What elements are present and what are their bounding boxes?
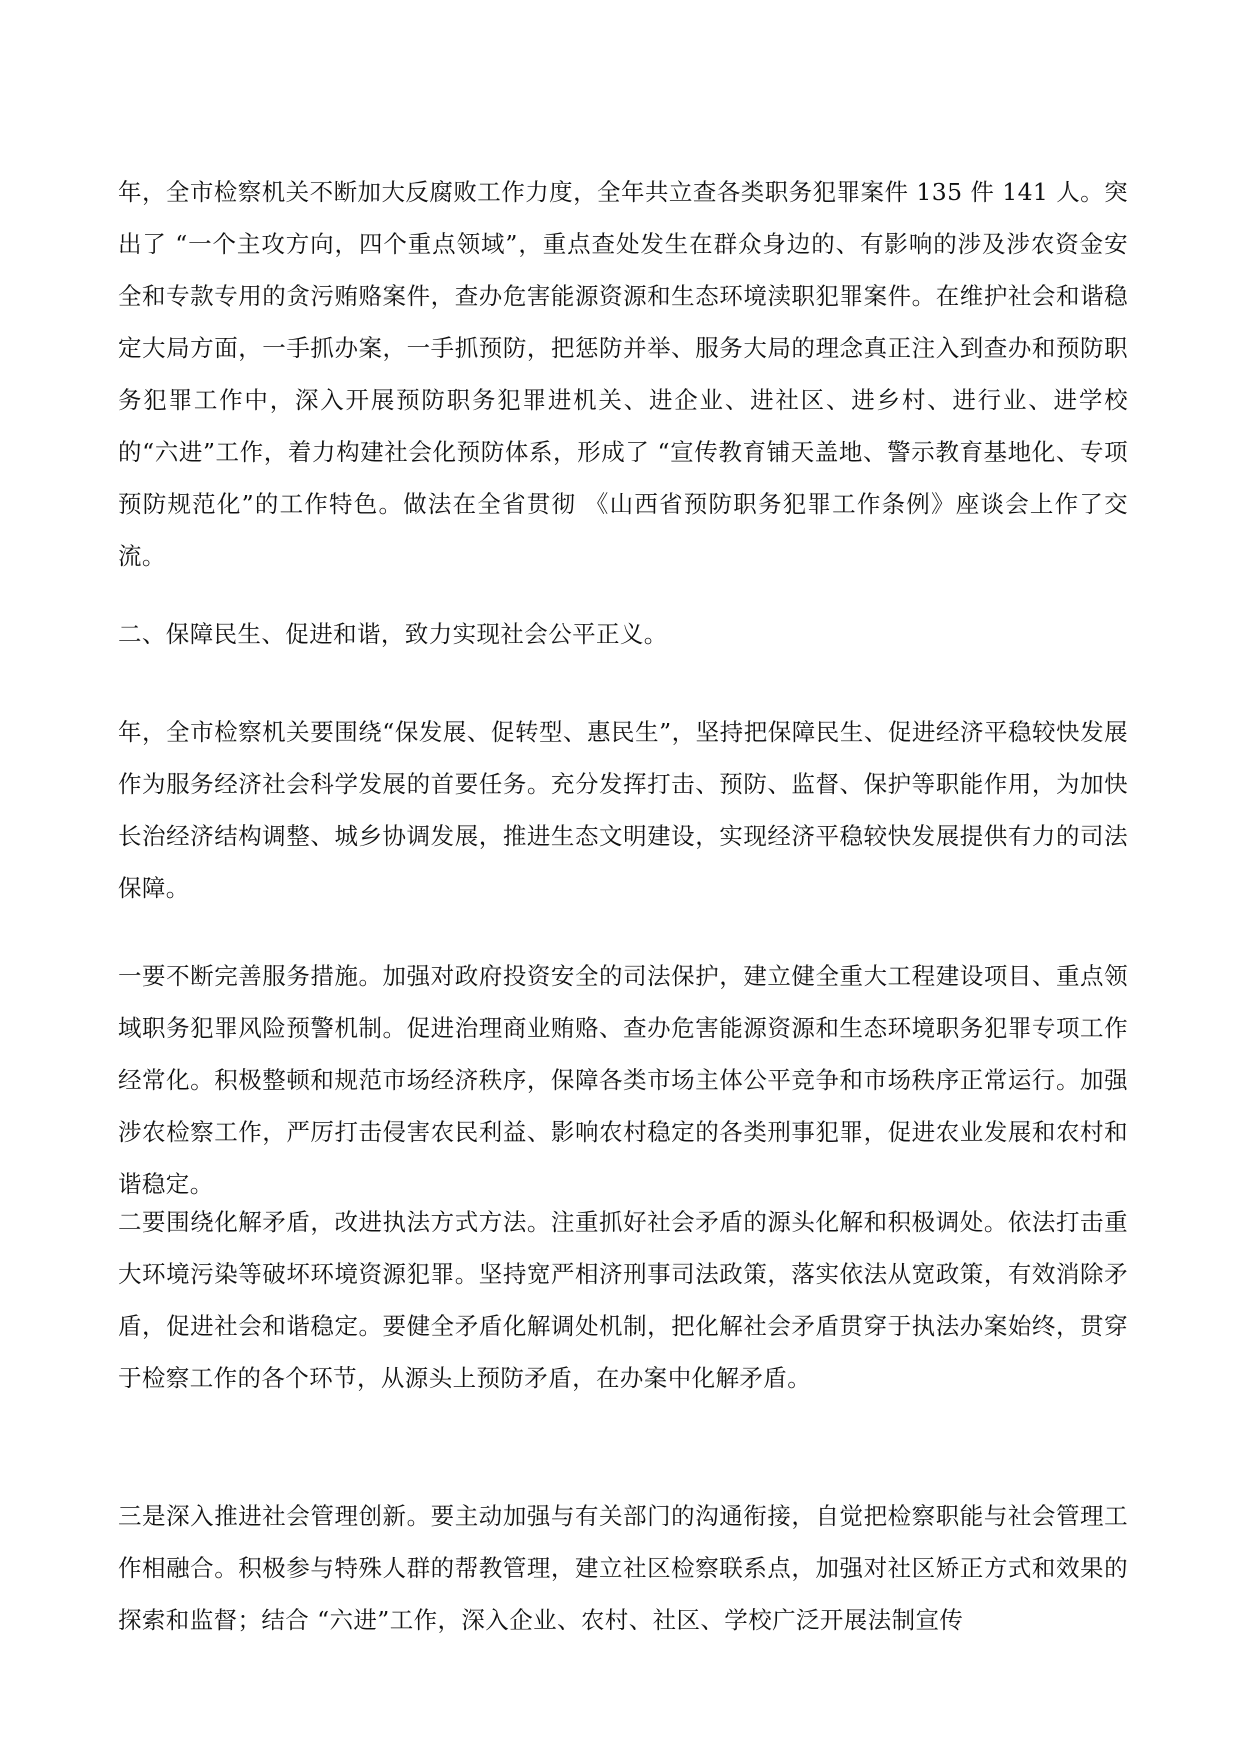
paragraph-livelihood: 年，全市检察机关要围绕“保发展、促转型、惠民生”，坚持把保障民生、促进经济平稳较快发展作为服务经济社会科学发展的首要任务。充分发挥打击、预防、监督、保护等职能作用，为加快长治经济结构调整、城乡协调发展，推进生态文明建设，实现经济平稳较快发展提供有力的司法保障。 — [118, 718, 1128, 902]
section-heading-2: 二、保障民生、促进和谐，致力实现社会公平正义。 — [118, 620, 668, 648]
paragraph-resolve-conflicts: 二要围绕化解矛盾，改进执法方式方法。注重抓好社会矛盾的源头化解和积极调处。依法打击重大环境污染等破坏环境资源犯罪。坚持宽严相济刑事司法政策，落实依法从宽政策，有效消除矛盾，促进社会和谐稳定。要健全矛盾化解调处机制，把化解社会矛盾贯穿于执法办案始终，贯穿于检察工作的各个环节，从源头上预防矛盾，在办案中化解矛盾。 — [118, 1208, 1128, 1392]
paragraph-anticorruption: 年，全市检察机关不断加大反腐败工作力度，全年共立查各类职务犯罪案件 135 件 141 人。突出了 “一个主攻方向，四个重点领域”，重点查处发生在群众身边的、有影响的涉及涉农资金安全和专款专用的贪污贿赂案件，查办危害能源资源和生态环境渎职犯罪案件。在维护社会和谐稳定大局方面，一手抓办案，一手抓预防，把惩防并举、服务大局的理念真正注入到查办和预防职务犯罪工作中，深入开展预防职务犯罪进机关、进企业、进社区、进乡村、进行业、进学校的“六进”工作，着力构建社会化预防体系，形成了 “宣传教育铺天盖地、警示教育基地化、专项预防规范化”的工作特色。做法在全省贯彻 《山西省预防职务犯罪工作条例》座谈会上作了交流。 — [118, 178, 1128, 570]
paragraph-service-measures: 一要不断完善服务措施。加强对政府投资安全的司法保护，建立健全重大工程建设项目、重点领域职务犯罪风险预警机制。促进治理商业贿赂、查办危害能源资源和生态环境职务犯罪专项工作经常化。积极整顿和规范市场经济秩序，保障各类市场主体公平竞争和市场秩序正常运行。加强涉农检察工作，严厉打击侵害农民利益、影响农村稳定的各类刑事犯罪，促进农业发展和农村和谐稳定。 — [118, 962, 1128, 1198]
paragraph-social-management: 三是深入推进社会管理创新。要主动加强与有关部门的沟通衔接，自觉把检察职能与社会管理工作相融合。积极参与特殊人群的帮教管理，建立社区检察联系点，加强对社区矫正方式和效果的探索和监督；结合 “六进”工作，深入企业、农村、社区、学校广泛开展法制宣传 — [118, 1502, 1128, 1634]
